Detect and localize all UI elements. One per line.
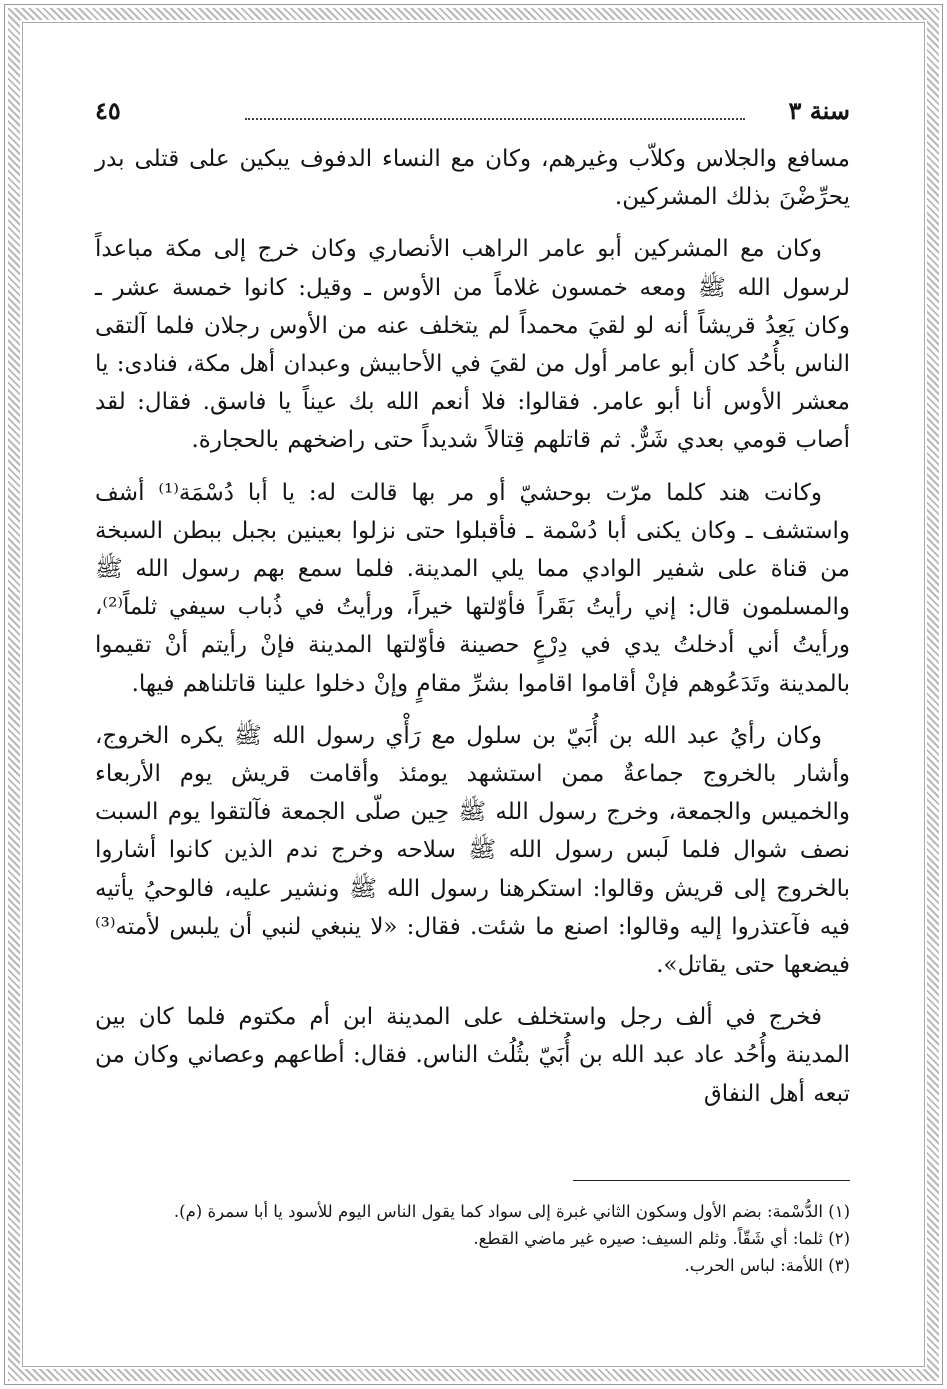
paragraph: فخرج في ألف رجل واستخلف على المدينة ابن أم مكتوم فلما كان بين المدينة وأُحُد عاد عبد الله بن أُبَيّ بثُلُث الناس. فقال: أطاعهم وعصاني وكان من تبعه أهل النفاق <box>95 1004 850 1107</box>
footnote-1: (١) الدُّسْمة: بضم الأول وسكون الثاني غبرة إلى سواد كما يقول الناس اليوم للأسود يا أبا سمرة (م). <box>173 1202 850 1221</box>
paragraph: مسافع والجلاس وكلاّب وغيرهم، وكان مع النساء الدفوف يبكين على قتلى بدر يحرِّضْنَ بذلك المشركين. <box>95 146 850 211</box>
main-text <box>95 140 850 1127</box>
footnote-separator <box>573 1180 850 1181</box>
running-head: سنة ٣ <box>788 95 850 125</box>
paragraph: وكانت هند كلما مرّت بوحشيّ أو مر بها قالت له: يا أبا دُسْمَة⁽¹⁾ أشف واستشف ـ وكان يكنى أبا دُسْمة ـ فأقبلوا حتى نزلوا بعينين بجبل ببطن السبخة من قناة على شفير الوادي مما يلي المدينة. فلما سمع بهم رسول الله ﷺ والمسلمون قال: إني رأيتُ بَقَراً فأوّلتها خيراً، ورأيتُ في ذُباب سيفي ثلماً⁽²⁾، ورأيتُ أني أدخلتُ يدي في دِرْعٍ حصينة فأوّلتها المدينة فإنْ رأيتم أنْ تقيموا بالمدينة وتَدَعُوهم فإنْ أقاموا اقاموا بشرِّ مقامٍ وإنْ دخلوا علينا قاتلناهم فيها. <box>95 479 850 697</box>
footnotes <box>95 1198 850 1279</box>
paragraph: وكان رأيُ عبد الله بن أُبَيّ بن سلول مع رَأْي رسول الله ﷺ يكره الخروج، وأشار بالخروج جماعةٌ ممن استشهد يومئذ وأقامت قريش يوم الأربعاء والخميس والجمعة، وخرج رسول الله ﷺ حِين صلّى الجمعة فآلتقوا يوم السبت نصف شوال فلما لَبس رسول الله ﷺ سلاحه وخرج ندم الذين كانوا أشاروا بالخروج إلى قريش وقالوا: استكرهنا رسول الله ﷺ ونشير عليه، فالوحيُ يأتيه فيه فآعتذروا إليه وقالوا: اصنع ما شئت. فقال: «لا ينبغي لنبي أن يلبس لأمته⁽³⁾ فيضعها حتى يقاتل». <box>95 722 850 979</box>
page-number: ٤٥ <box>95 95 121 125</box>
page-header <box>95 88 850 132</box>
paragraph: وكان مع المشركين أبو عامر الراهب الأنصاري وكان خرج إلى مكة مباعداً لرسول الله ﷺ ومعه خمسون غلاماً من الأوس ـ وقيل: كانوا خمسة عشر ـ وكان يَعِدُ قريشاً أنه لو لقيَ محمداً لم يتخلف عنه من الأوس رجلان فلما آلتقى الناس بأُحُد كان أبو عامر أول من لقيَ في الأحابيش وعبدان أهل مكة، فنادى: يا معشر الأوس أنا أبو عامر. فقالوا: فلا أنعم الله بك عيناً يا فاسق. فقال: لقد أصاب قومي بعدي شَرٌّ. ثم قاتلهم قِتالاً شديداً حتى راضخهم بالحجارة. <box>95 236 850 454</box>
header-dotted-rule <box>245 118 745 120</box>
footnote-3: (٣) اللأمة: لباس الحرب. <box>684 1256 850 1275</box>
footnote-2: (٢) ثلما: أي شَقّاً. وثلم السيف: صيره غير ماضي القطع. <box>473 1229 850 1248</box>
